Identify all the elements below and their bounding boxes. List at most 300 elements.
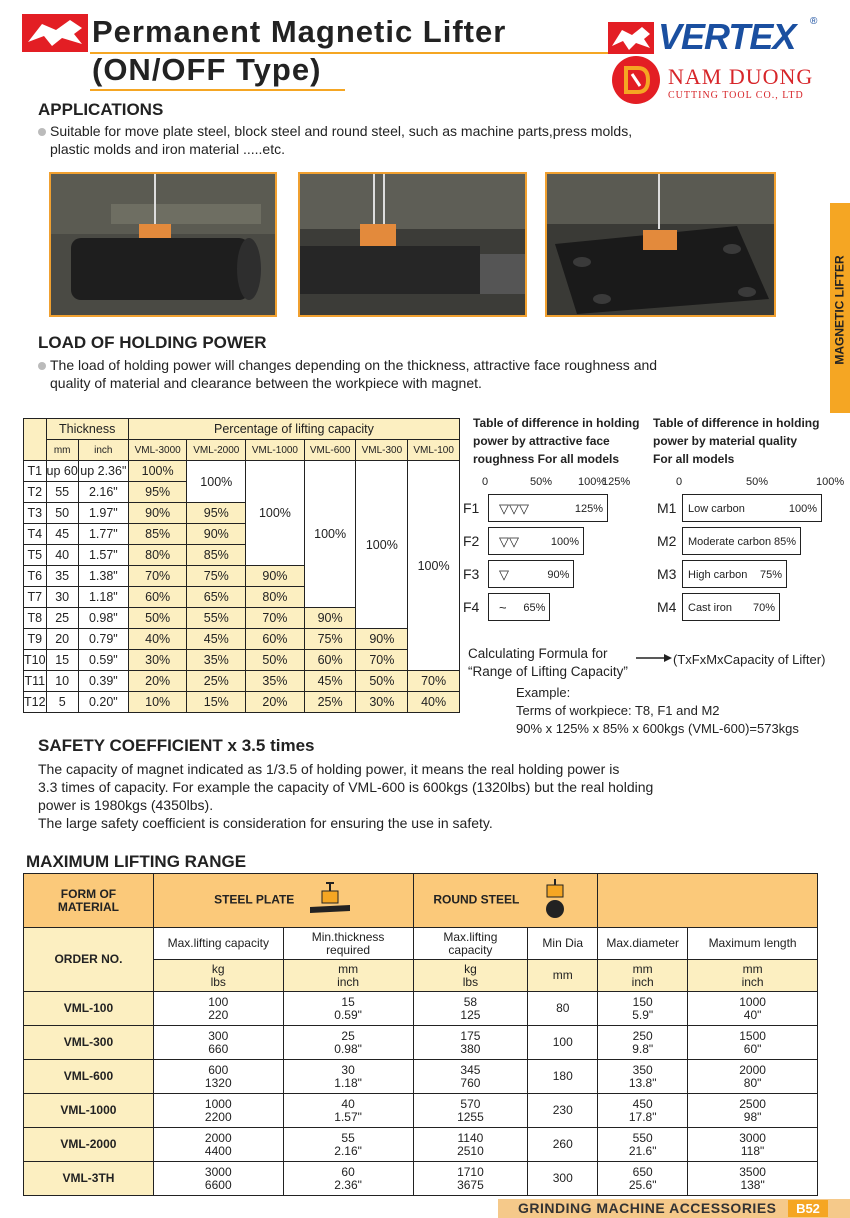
arrow-right-icon	[636, 651, 672, 669]
value-cell	[283, 1128, 413, 1162]
value-primary: 100	[208, 994, 229, 1009]
value-primary: 25	[341, 1028, 355, 1043]
thickness-mm: up 60	[46, 461, 78, 482]
bar	[682, 560, 787, 588]
photo-plate-steel	[545, 172, 776, 317]
model-header: VML-100	[408, 440, 460, 461]
scale-tick-label: 100%	[578, 476, 607, 488]
value-cell: 70%	[408, 671, 460, 692]
value-cell: 80%	[246, 587, 305, 608]
value-primary: 650	[632, 1164, 653, 1179]
value-cell: 50%	[356, 671, 408, 692]
row-label: M1	[657, 500, 677, 516]
value-cell	[413, 1060, 528, 1094]
bar	[682, 527, 801, 555]
row-label: F4	[463, 599, 480, 615]
value-primary: 3000	[204, 1164, 232, 1179]
steel-plate-icon	[308, 881, 352, 920]
table-row	[24, 671, 460, 692]
value-secondary: 660	[208, 1041, 229, 1056]
value-cell	[413, 1094, 528, 1128]
value-secondary: 1.18"	[334, 1075, 362, 1090]
row-label: T6	[24, 566, 47, 587]
bar-value: 100%	[788, 503, 817, 515]
value-cell	[598, 1094, 688, 1128]
material-name: Low carbon	[688, 503, 745, 515]
unit-cell	[528, 960, 598, 992]
model-cell: VML-3TH	[24, 1162, 154, 1196]
value-secondary: 9.8"	[632, 1041, 654, 1056]
model-cell: VML-1000	[24, 1094, 154, 1128]
value-cell: 20%	[128, 671, 187, 692]
side-tab-label: MAGNETIC LIFTER	[833, 255, 848, 365]
steel-plate-label: STEEL PLATE	[214, 892, 295, 907]
value-cell	[688, 1026, 818, 1060]
table-row	[24, 1162, 818, 1196]
unit-secondary: lbs	[462, 974, 479, 989]
value-primary: 345	[460, 1062, 481, 1077]
thickness-mm: 50	[46, 503, 78, 524]
model-cell: VML-300	[24, 1026, 154, 1060]
value-secondary: 80"	[743, 1075, 762, 1090]
table-row	[24, 992, 818, 1026]
value-primary: 55	[341, 1130, 355, 1145]
bar	[488, 527, 584, 555]
row-label: F3	[463, 566, 480, 582]
round-steel-header	[413, 874, 598, 928]
model-header: VML-2000	[187, 440, 246, 461]
roughness-title: Table of difference in holding power by attractive face roughness For all models	[473, 416, 640, 466]
scale-tick-label: 50%	[530, 476, 553, 488]
value-cell	[598, 1026, 688, 1060]
load-heading: LOAD OF HOLDING POWER	[38, 333, 267, 352]
value-primary: 1000	[739, 994, 766, 1009]
brand-logo-text: VERTEX	[658, 16, 796, 57]
value-primary: 60	[341, 1164, 355, 1179]
thickness-mm: 20	[46, 629, 78, 650]
value-secondary: 2.36"	[334, 1177, 362, 1192]
value-cell: 40%	[408, 692, 460, 713]
value-cell	[413, 1162, 528, 1196]
table-row	[24, 1026, 818, 1060]
unit-primary: mm	[632, 961, 653, 976]
safety-heading: SAFETY COEFFICIENT x 3.5 times	[38, 736, 315, 755]
value-cell: 70%	[246, 608, 305, 629]
table-row	[24, 650, 460, 671]
bar-value: 85%	[773, 536, 796, 548]
value-primary: 1140	[457, 1130, 484, 1145]
value-cell	[598, 1128, 688, 1162]
thickness-table	[23, 418, 460, 713]
value-cell: 90%	[304, 608, 356, 629]
value-secondary: 5.9"	[632, 1007, 654, 1022]
thickness-mm: 15	[46, 650, 78, 671]
model-cell: VML-2000	[24, 1128, 154, 1162]
thickness-mm: 10	[46, 671, 78, 692]
bar	[682, 593, 780, 621]
column-header: Maximum length	[688, 928, 818, 960]
model-header: VML-600	[304, 440, 356, 461]
merged-value-cell: 100%	[408, 461, 460, 671]
load-text: The load of holding power will changes depending on the thickness, attractive face roughness and quality of material and clearance between the workpiece with magnet.	[38, 356, 657, 392]
value-primary: 2500	[739, 1096, 766, 1111]
order-no-header: ORDER NO.	[24, 928, 154, 992]
row-label: T9	[24, 629, 47, 650]
formula-result: (TxFxMxCapacity of Lifter)	[673, 652, 826, 667]
bar-value: 75%	[759, 569, 782, 581]
roughness-symbol: ▽▽	[499, 534, 519, 549]
percentage-header: Percentage of lifting capacity	[128, 419, 459, 440]
round-steel-label: ROUND STEEL	[433, 892, 520, 907]
page-number: B52	[788, 1200, 828, 1217]
value-cell: 15%	[187, 692, 246, 713]
merged-value-cell: 100%	[187, 461, 246, 503]
value-cell: 80	[528, 992, 598, 1026]
value-cell: 45%	[304, 671, 356, 692]
unit-primary: mm	[552, 968, 573, 982]
merged-value-cell: 100%	[356, 461, 408, 629]
value-cell: 75%	[187, 566, 246, 587]
value-secondary: 2510	[457, 1143, 484, 1158]
thickness-inch: 0.20"	[78, 692, 128, 713]
thickness-inch: 0.39"	[78, 671, 128, 692]
scale-tick-label: 50%	[746, 476, 769, 488]
roughness-symbol: ~	[499, 600, 507, 615]
value-cell: 30%	[128, 650, 187, 671]
value-cell: 60%	[246, 629, 305, 650]
value-primary: 58	[463, 994, 478, 1009]
value-cell: 25%	[304, 692, 356, 713]
applications-heading: APPLICATIONS	[38, 100, 164, 119]
scale-tick-label: 100%	[816, 476, 845, 488]
model-cell: VML-600	[24, 1060, 154, 1094]
value-cell: 55%	[187, 608, 246, 629]
page-subtitle: (ON/OFF Type)	[92, 52, 322, 87]
value-primary: 350	[632, 1062, 653, 1077]
row-label: T8	[24, 608, 47, 629]
thickness-mm: 35	[46, 566, 78, 587]
unit-cell	[283, 960, 413, 992]
unit-cell	[688, 960, 818, 992]
value-cell	[688, 1094, 818, 1128]
value-cell: 20%	[246, 692, 305, 713]
value-cell	[283, 1060, 413, 1094]
thickness-mm: 25	[46, 608, 78, 629]
value-primary: 150	[632, 994, 653, 1009]
vertex-eagle-logo	[608, 22, 654, 54]
unit-cell	[598, 960, 688, 992]
inch-header: inch	[78, 440, 128, 461]
value-cell: 40%	[128, 629, 187, 650]
table-row	[24, 1060, 818, 1094]
value-secondary: 138"	[740, 1177, 765, 1192]
value-secondary: 0.59"	[334, 1007, 362, 1022]
value-cell: 50%	[246, 650, 305, 671]
value-primary: 1000	[204, 1096, 232, 1111]
bullet-icon	[38, 128, 46, 136]
value-secondary: 25.6"	[628, 1177, 657, 1192]
value-secondary: 13.8"	[628, 1075, 657, 1090]
mm-header: mm	[46, 440, 78, 461]
formula-example: Example: Terms of workpiece: T8, F1 and M2 90% x 125% x 85% x 600kgs (VML-600)=573kgs	[516, 685, 799, 736]
dealer-logo	[612, 56, 660, 104]
row-label: T3	[24, 503, 47, 524]
merged-value-cell: 100%	[304, 461, 356, 608]
bar-value: 100%	[550, 536, 579, 548]
row-label: T4	[24, 524, 47, 545]
material-name: High carbon	[688, 569, 748, 581]
thickness-inch: 1.97"	[78, 503, 128, 524]
row-label: T2	[24, 482, 47, 503]
lifting-range-table	[23, 873, 818, 1196]
row-label: T1	[24, 461, 47, 482]
value-cell: 90%	[187, 524, 246, 545]
column-header: Max.lifting capacity	[413, 928, 528, 960]
subtitle-rule	[90, 89, 345, 91]
column-header: Max.lifting capacity	[153, 928, 283, 960]
value-cell: 85%	[128, 524, 187, 545]
roughness-symbol: ▽	[499, 567, 509, 582]
table-row	[24, 692, 460, 713]
value-secondary: 17.8"	[628, 1109, 657, 1124]
value-cell: 95%	[187, 503, 246, 524]
column-header: Min.thickness required	[283, 928, 413, 960]
value-cell	[283, 1094, 413, 1128]
value-cell	[598, 992, 688, 1026]
value-cell	[688, 992, 818, 1026]
merged-value-cell: 100%	[246, 461, 305, 566]
safety-text: The capacity of magnet indicated as 1/3.5 of holding power, it means the real holding power is 3.3 times of capacity. For example the capacity of VML-600 is 600kgs (1320lbs) but the real holding power is 1980kgs (4350lbs). The large safety coefficient is consideration for ensuring the use in safety.	[38, 761, 654, 831]
bar	[488, 560, 574, 588]
value-primary: 3000	[739, 1130, 766, 1145]
scale-tick-label: 125%	[602, 476, 631, 488]
row-label: T10	[24, 650, 47, 671]
value-cell: 50%	[128, 608, 187, 629]
bar	[488, 494, 608, 522]
value-cell: 60%	[128, 587, 187, 608]
quality-chart	[657, 476, 845, 626]
value-cell	[413, 1026, 528, 1060]
thickness-mm: 30	[46, 587, 78, 608]
value-cell	[688, 1128, 818, 1162]
value-cell: 65%	[187, 587, 246, 608]
value-secondary: 1320	[204, 1075, 232, 1090]
thickness-mm: 45	[46, 524, 78, 545]
value-cell: 90%	[356, 629, 408, 650]
value-secondary: 760	[460, 1075, 481, 1090]
value-cell	[598, 1162, 688, 1196]
value-secondary: 380	[460, 1041, 481, 1056]
value-cell	[598, 1060, 688, 1094]
row-label: F1	[463, 500, 480, 516]
row-label: M4	[657, 599, 677, 615]
value-cell	[153, 1026, 283, 1060]
value-cell	[153, 1128, 283, 1162]
row-label: T11	[24, 671, 47, 692]
model-header: VML-3000	[128, 440, 187, 461]
value-cell	[688, 1162, 818, 1196]
value-cell: 35%	[187, 650, 246, 671]
row-label: T7	[24, 587, 47, 608]
value-primary: 1710	[457, 1164, 484, 1179]
value-secondary: 98"	[743, 1109, 762, 1124]
value-primary: 2000	[204, 1130, 232, 1145]
value-cell	[413, 1128, 528, 1162]
thickness-inch: 1.18"	[78, 587, 128, 608]
footer-text: GRINDING MACHINE ACCESSORIES	[518, 1200, 777, 1216]
value-cell: 230	[528, 1094, 598, 1128]
row-label: T12	[24, 692, 47, 713]
bar-value: 125%	[574, 503, 603, 515]
thickness-mm: 40	[46, 545, 78, 566]
value-cell	[413, 992, 528, 1026]
photo-round-steel	[49, 172, 277, 317]
value-primary: 30	[341, 1062, 355, 1077]
value-cell: 100	[528, 1026, 598, 1060]
bullet-icon	[38, 362, 46, 370]
value-cell	[283, 1026, 413, 1060]
value-cell	[153, 1162, 283, 1196]
thickness-header: Thickness	[46, 419, 128, 440]
value-secondary: 4400	[204, 1143, 232, 1158]
value-cell: 80%	[128, 545, 187, 566]
registered-mark: ®	[810, 16, 818, 27]
value-cell: 30%	[356, 692, 408, 713]
value-cell: 60%	[304, 650, 356, 671]
table-row	[24, 461, 460, 482]
table-row	[24, 1094, 818, 1128]
value-secondary: 21.6"	[628, 1143, 657, 1158]
unit-secondary: lbs	[210, 974, 226, 989]
bar-value: 90%	[547, 569, 570, 581]
unit-cell	[153, 960, 283, 992]
value-cell: 75%	[304, 629, 356, 650]
value-cell: 90%	[246, 566, 305, 587]
value-cell	[283, 1162, 413, 1196]
thickness-inch: 1.57"	[78, 545, 128, 566]
form-of-material-header: FORM OF MATERIAL	[24, 874, 154, 928]
column-header: Max.diameter	[598, 928, 688, 960]
bar	[682, 494, 822, 522]
corner-cell	[24, 419, 47, 461]
value-cell: 25%	[187, 671, 246, 692]
value-secondary: 6600	[204, 1177, 232, 1192]
value-primary: 600	[208, 1062, 229, 1077]
row-label: M3	[657, 566, 677, 582]
row-label: T5	[24, 545, 47, 566]
value-primary: 175	[460, 1028, 481, 1043]
value-secondary: 40"	[743, 1007, 762, 1022]
bar-value: 70%	[752, 602, 775, 614]
roughness-symbol: ▽▽▽	[499, 501, 529, 516]
thickness-inch: 1.38"	[78, 566, 128, 587]
value-secondary: 3675	[457, 1177, 484, 1192]
value-secondary: 60"	[743, 1041, 762, 1056]
dealer-name: NAM DUONG	[668, 64, 814, 89]
material-name: Cast iron	[688, 602, 733, 614]
value-cell: 260	[528, 1128, 598, 1162]
value-primary: 2000	[739, 1062, 766, 1077]
value-primary: 550	[632, 1130, 653, 1145]
value-cell: 10%	[128, 692, 187, 713]
steel-plate-header	[153, 874, 413, 928]
scale-tick-label: 0	[676, 476, 683, 488]
unit-secondary: inch	[741, 974, 764, 989]
thickness-mm: 5	[46, 692, 78, 713]
range-heading: MAXIMUM LIFTING RANGE	[26, 852, 247, 871]
value-primary: 450	[632, 1096, 653, 1111]
quality-title: Table of difference in holding power by material quality For all models	[653, 416, 820, 466]
thickness-inch: 1.77"	[78, 524, 128, 545]
page-title: Permanent Magnetic Lifter	[92, 14, 507, 49]
model-header: VML-1000	[246, 440, 305, 461]
value-cell: 70%	[128, 566, 187, 587]
eagle-logo	[22, 14, 88, 52]
value-cell: 95%	[128, 482, 187, 503]
thickness-inch: 2.16"	[78, 482, 128, 503]
round-steel-icon	[533, 879, 577, 922]
dealer-subtitle: CUTTING TOOL CO., LTD	[668, 90, 804, 101]
value-primary: 3500	[739, 1164, 766, 1179]
blank-header	[598, 874, 818, 928]
value-cell: 90%	[128, 503, 187, 524]
unit-primary: mm	[742, 961, 763, 976]
table-row	[24, 1128, 818, 1162]
value-secondary: 1.57"	[334, 1109, 362, 1124]
unit-secondary: inch	[337, 974, 360, 989]
value-cell: 180	[528, 1060, 598, 1094]
value-cell: 70%	[356, 650, 408, 671]
unit-primary: kg	[211, 961, 225, 976]
value-cell: 45%	[187, 629, 246, 650]
applications-text: Suitable for move plate steel, block steel and round steel, such as machine parts,press molds, plastic molds and iron material .....etc.	[38, 122, 632, 158]
material-name: Moderate carbon	[688, 536, 772, 548]
model-cell: VML-100	[24, 992, 154, 1026]
value-secondary: 2.16"	[334, 1143, 362, 1158]
value-secondary: 0.98"	[334, 1041, 362, 1056]
value-cell	[153, 1094, 283, 1128]
thickness-inch: 0.79"	[78, 629, 128, 650]
model-header: VML-300	[356, 440, 408, 461]
thickness-inch: up 2.36"	[78, 461, 128, 482]
unit-cell	[413, 960, 528, 992]
value-secondary: 2200	[204, 1109, 232, 1124]
thickness-mm: 55	[46, 482, 78, 503]
scale-tick-label: 0	[482, 476, 489, 488]
formula-label: Calculating Formula for “Range of Lifting Capacity”	[468, 646, 628, 679]
value-primary: 250	[632, 1028, 653, 1043]
unit-secondary: inch	[631, 974, 654, 989]
value-cell	[688, 1060, 818, 1094]
value-primary: 570	[460, 1096, 481, 1111]
table-row	[24, 629, 460, 650]
row-label: F2	[463, 533, 480, 549]
value-cell: 35%	[246, 671, 305, 692]
value-primary: 15	[341, 994, 355, 1009]
column-header: Min Dia	[528, 928, 598, 960]
roughness-chart	[463, 476, 653, 626]
bar-value: 65%	[523, 602, 546, 614]
value-secondary: 125	[460, 1007, 481, 1022]
value-cell	[153, 992, 283, 1026]
value-cell	[283, 992, 413, 1026]
unit-primary: mm	[338, 961, 359, 976]
thickness-inch: 0.59"	[78, 650, 128, 671]
photo-block-steel	[298, 172, 527, 317]
value-cell	[153, 1060, 283, 1094]
value-cell: 85%	[187, 545, 246, 566]
thickness-inch: 0.98"	[78, 608, 128, 629]
